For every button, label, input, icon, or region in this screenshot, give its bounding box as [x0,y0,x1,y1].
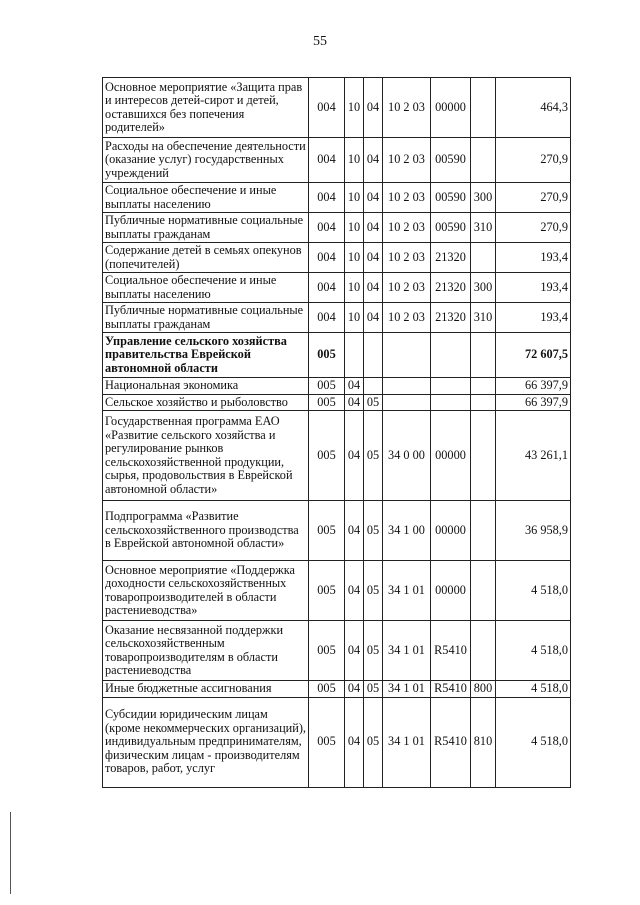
margin-line [10,812,11,894]
expense-type-code: 300 [471,273,496,303]
subsection-code [364,333,383,378]
target-article-suffix: 00590 [431,213,471,243]
subsection-code: 05 [364,561,383,621]
subsection-code: 04 [364,303,383,333]
expense-name: Публичные нормативные социальные выплаты гражданам [103,303,309,333]
target-article-suffix: 21320 [431,273,471,303]
amount: 36 958,9 [496,501,571,561]
amount: 4 518,0 [496,681,571,698]
department-code: 004 [309,303,345,333]
target-article-suffix: R5410 [431,621,471,681]
target-article-suffix: 00000 [431,411,471,501]
target-article-suffix [431,378,471,395]
section-code: 04 [345,697,364,787]
department-code: 004 [309,213,345,243]
amount: 4 518,0 [496,697,571,787]
target-article-code: 10 2 03 [383,243,431,273]
target-article-suffix: 21320 [431,303,471,333]
section-code [345,333,364,378]
expense-name: Оказание несвязанной поддержки сельскохозяйственным товаропроизводителям в области растениеводства [103,621,309,681]
subsection-code: 04 [364,243,383,273]
department-code: 005 [309,501,345,561]
expense-type-code [471,378,496,395]
amount: 270,9 [496,183,571,213]
section-code: 04 [345,378,364,395]
target-article-suffix: 21320 [431,243,471,273]
amount: 193,4 [496,243,571,273]
expense-type-code: 810 [471,697,496,787]
section-code: 10 [345,213,364,243]
target-article-suffix: R5410 [431,697,471,787]
target-article-code: 34 1 00 [383,501,431,561]
section-code: 10 [345,303,364,333]
target-article-suffix: 00000 [431,561,471,621]
table-row [103,78,571,138]
amount: 72 607,5 [496,333,571,378]
expense-name: Основное мероприятие «Поддержка доходности сельскохозяйственных товаропроизводителей в области растениеводства» [103,561,309,621]
subsection-code: 04 [364,183,383,213]
section-code: 10 [345,138,364,183]
section-code: 04 [345,681,364,698]
amount: 270,9 [496,213,571,243]
subsection-code: 04 [364,78,383,138]
expense-type-code: 310 [471,303,496,333]
department-code: 004 [309,273,345,303]
expense-name: Социальное обеспечение и иные выплаты населению [103,273,309,303]
expense-name: Иные бюджетные ассигнования [103,681,309,698]
section-code: 10 [345,183,364,213]
table-row [103,273,571,303]
target-article-code [383,333,431,378]
subsection-code: 04 [364,213,383,243]
target-article-suffix [431,394,471,411]
subsection-code: 05 [364,621,383,681]
department-code: 005 [309,378,345,395]
expense-type-code [471,501,496,561]
target-article-code: 10 2 03 [383,213,431,243]
expense-name: Публичные нормативные социальные выплаты гражданам [103,213,309,243]
department-code: 005 [309,621,345,681]
target-article-code: 34 1 01 [383,621,431,681]
subsection-code: 05 [364,501,383,561]
subsection-code [364,378,383,395]
target-article-code: 10 2 03 [383,303,431,333]
section-code: 04 [345,411,364,501]
section-code: 10 [345,243,364,273]
department-code: 005 [309,697,345,787]
target-article-code: 10 2 03 [383,183,431,213]
budget-table-body [103,78,571,788]
expense-type-code: 300 [471,183,496,213]
section-code: 10 [345,273,364,303]
expense-name: Содержание детей в семьях опекунов (попечителей) [103,243,309,273]
amount: 270,9 [496,138,571,183]
target-article-code [383,378,431,395]
table-row [103,183,571,213]
expense-type-code: 800 [471,681,496,698]
expense-name: Национальная экономика [103,378,309,395]
subsection-code: 04 [364,138,383,183]
target-article-code: 10 2 03 [383,78,431,138]
amount: 193,4 [496,303,571,333]
target-article-code: 34 1 01 [383,681,431,698]
department-code: 004 [309,138,345,183]
table-row [103,138,571,183]
table-row [103,681,571,698]
table-row [103,378,571,395]
table-row [103,561,571,621]
expense-name: Сельское хозяйство и рыболовство [103,394,309,411]
target-article-suffix: R5410 [431,681,471,698]
section-code: 04 [345,561,364,621]
expense-type-code [471,411,496,501]
department-code: 004 [309,183,345,213]
department-code: 005 [309,394,345,411]
table-row [103,303,571,333]
target-article-suffix: 00000 [431,501,471,561]
expense-type-code [471,78,496,138]
target-article-code: 10 2 03 [383,138,431,183]
table-row [103,697,571,787]
section-code: 04 [345,394,364,411]
expense-type-code [471,621,496,681]
target-article-code: 10 2 03 [383,273,431,303]
table-row [103,411,571,501]
table-row [103,394,571,411]
expense-type-code [471,243,496,273]
target-article-suffix [431,333,471,378]
subsection-code: 04 [364,273,383,303]
expense-name: Субсидии юридическим лицам (кроме некоммерческих организаций), индивидуальным предпринимателям, физическим лицам - производителям товаров, работ, услуг [103,697,309,787]
expense-name: Управление сельского хозяйства правительства Еврейской автономной области [103,333,309,378]
amount: 464,3 [496,78,571,138]
section-code: 04 [345,621,364,681]
amount: 193,4 [496,273,571,303]
page-number: 55 [313,34,327,49]
expense-name: Основное мероприятие «Защита прав и интересов детей-сирот и детей, оставшихся без попечения родителей» [103,78,309,138]
subsection-code: 05 [364,681,383,698]
target-article-code: 34 0 00 [383,411,431,501]
section-code: 10 [345,78,364,138]
table-row [103,333,571,378]
expense-type-code [471,394,496,411]
target-article-suffix: 00000 [431,78,471,138]
department-code: 004 [309,78,345,138]
target-article-code: 34 1 01 [383,561,431,621]
subsection-code: 05 [364,411,383,501]
department-code: 005 [309,333,345,378]
expense-name: Государственная программа ЕАО «Развитие сельского хозяйства и регулирование рынков сельскохозяйственной продукции, сырья, продовольствия в Еврейской автономной области» [103,411,309,501]
expense-type-code: 310 [471,213,496,243]
department-code: 005 [309,411,345,501]
expense-name: Социальное обеспечение и иные выплаты населению [103,183,309,213]
expense-type-code [471,561,496,621]
department-code: 005 [309,561,345,621]
target-article-code: 34 1 01 [383,697,431,787]
expense-name: Расходы на обеспечение деятельности (оказание услуг) государственных учреждений [103,138,309,183]
target-article-suffix: 00590 [431,183,471,213]
expense-type-code [471,333,496,378]
department-code: 005 [309,681,345,698]
subsection-code: 05 [364,394,383,411]
expense-name: Подпрограмма «Развитие сельскохозяйственного производства в Еврейской автономной области» [103,501,309,561]
amount: 43 261,1 [496,411,571,501]
table-row [103,213,571,243]
table-row [103,501,571,561]
target-article-suffix: 00590 [431,138,471,183]
amount: 4 518,0 [496,621,571,681]
section-code: 04 [345,501,364,561]
table-row [103,243,571,273]
amount: 4 518,0 [496,561,571,621]
department-code: 004 [309,243,345,273]
target-article-code [383,394,431,411]
table-row [103,621,571,681]
expense-type-code [471,138,496,183]
amount: 66 397,9 [496,394,571,411]
subsection-code: 05 [364,697,383,787]
amount: 66 397,9 [496,378,571,395]
budget-table [102,77,571,788]
